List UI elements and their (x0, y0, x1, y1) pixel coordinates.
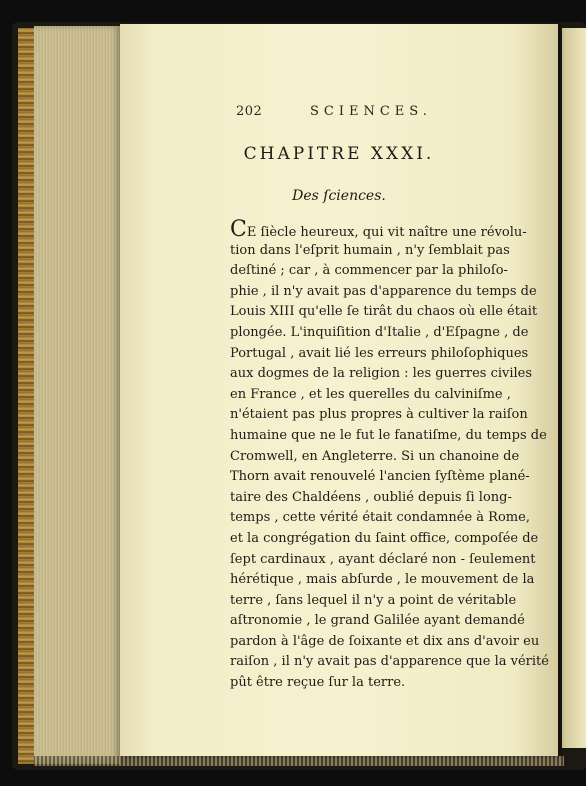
text-line: temps , cette vérité était condamnée à Rome, (230, 510, 530, 526)
text-line: ſept cardinaux , ayant déclaré non - ſeulement (230, 551, 536, 567)
text-line: n'étaient pas plus propres à cultiver la raiſon (230, 407, 528, 423)
text-line: Thorn avait renouvelé l'ancien ſyſtème plané- (230, 469, 530, 485)
text-line: Cromwell, en Angleterre. Si un chanoine de (230, 448, 520, 464)
text-line: aux dogmes de la religion : les guerres civiles (230, 366, 533, 382)
text-line: en France , et les querelles du calviniſme , (230, 386, 511, 402)
text-line: pût être reçue ſur la terre. (230, 675, 406, 691)
text-line: tion dans l'eſprit humain , n'y ſemblait pas (230, 242, 510, 258)
text-line: phie , il n'y avait pas d'apparence du temps de (230, 283, 537, 299)
text-line: aſtronomie , le grand Galilée ayant demandé (230, 613, 525, 629)
text-line: et la congrégation du ſaint office, compoſée de (230, 530, 539, 546)
page-stack-edge (34, 26, 120, 764)
drop-cap: C (230, 217, 247, 242)
text-line: CE ſiècle heureux, qui vit naître une révolu- (230, 217, 527, 242)
text-line: humaine que ne le fut le fanatiſme, du temps de (230, 427, 547, 443)
chapter-title: CHAPITRE XXXI. (243, 144, 435, 164)
page-header (236, 104, 436, 124)
text-line: terre , ſans lequel il n'y a point de véritable (230, 592, 517, 608)
text-line: raiſon , il n'y avait pas d'apparence que la vérité (230, 654, 549, 670)
text-line: hérétique , mais abſurde , le mouvement de la (230, 572, 535, 588)
running-head: SCIENCES. (310, 104, 432, 119)
text-line: plongée. L'inquiſition d'Italie , d'Eſpagne , de (230, 324, 529, 340)
facing-page-edge (562, 28, 586, 748)
text-line: Louis XIII qu'elle ſe tirât du chaos où elle était (230, 304, 538, 320)
bottom-page-edge (34, 756, 564, 766)
section-title: Des ſciences. (292, 188, 386, 204)
text-line: deſtiné ; car , à commencer par la philoſo- (230, 263, 508, 279)
body-text (230, 217, 549, 694)
page-number: 202 (236, 104, 263, 119)
text-line: Portugal , avait lié les erreurs philoſophiques (230, 345, 529, 361)
text-line: pardon à l'âge de ſoixante et dix ans d'avoir eu (230, 633, 540, 649)
text-line: taire des Chaldéens , oublié depuis ſi long- (230, 489, 512, 505)
